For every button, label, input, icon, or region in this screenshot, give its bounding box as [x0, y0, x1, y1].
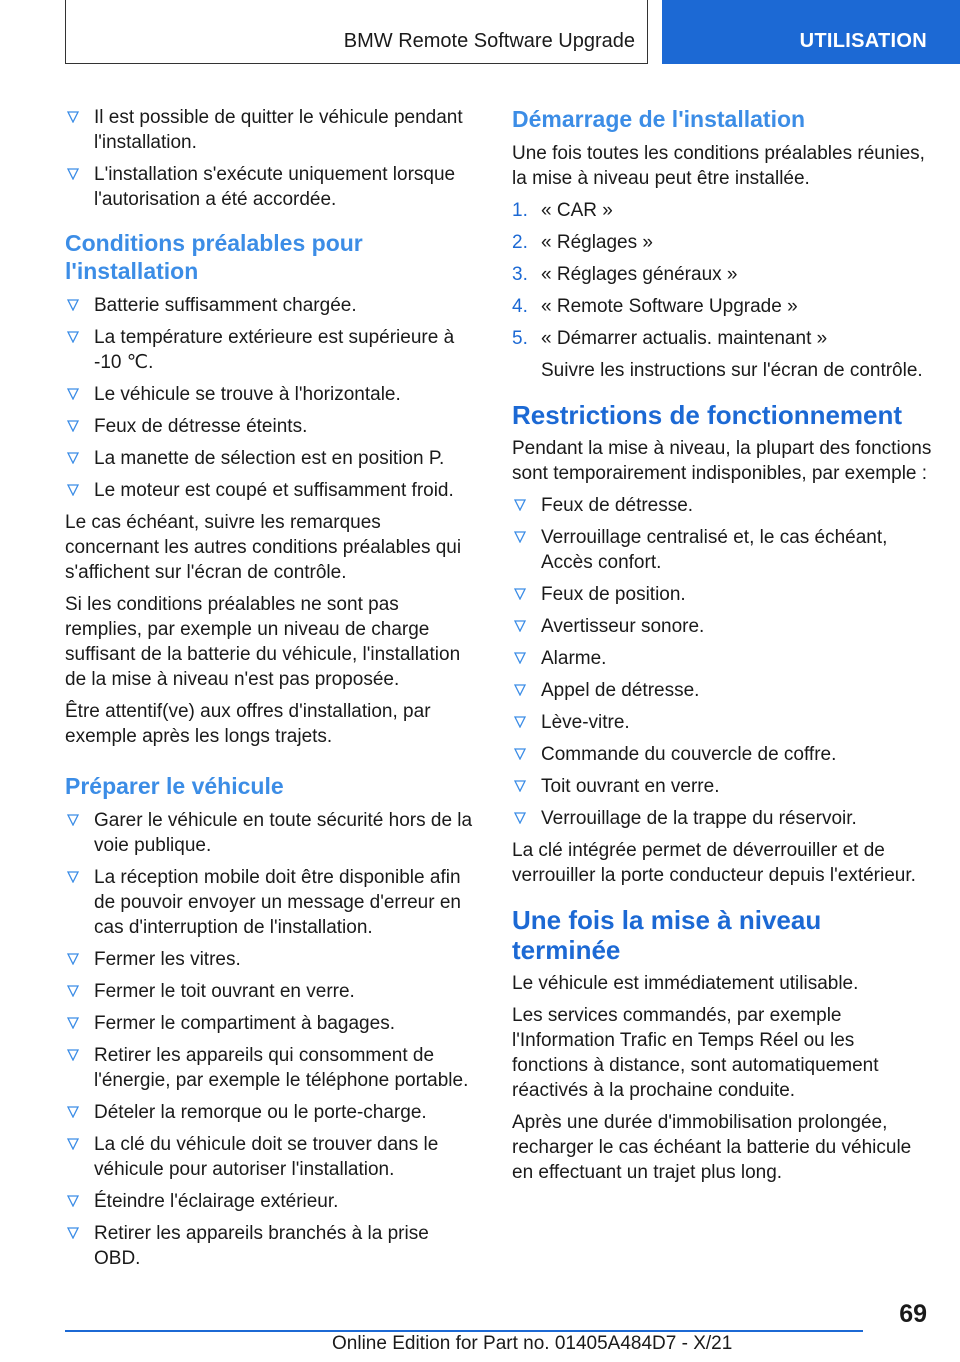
- step-number: 3.: [512, 264, 528, 285]
- triangle-bullet-icon: [514, 780, 526, 792]
- list-item: Alarme.: [512, 646, 932, 671]
- paragraph: Les services commandés, par exemple l'Information Trafic en Temps Réel ou les fonctions à distance, sont automatiquement réactivés à la prochaine conduite.: [512, 1005, 879, 1101]
- header-title-box: [65, 0, 648, 64]
- footer-divider: [65, 1330, 863, 1332]
- section-heading-prepare: Préparer le véhicule: [65, 773, 284, 799]
- triangle-bullet-icon: [514, 531, 526, 543]
- triangle-bullet-icon: [67, 871, 79, 883]
- section-tab-label: UTILISATION: [799, 30, 927, 52]
- list-item: La réception mobile doit être disponible afin de pouvoir envoyer un message d'erreur en cas d'interruption de l'installation.: [65, 865, 480, 940]
- section-heading-restrictions: Restrictions de fonctionnement: [512, 400, 903, 430]
- footer-edition: Online Edition for Part no. 01405A484D7 - X/21: [332, 1333, 733, 1354]
- list-item: Le véhicule se trouve à l'horizontale.: [65, 382, 480, 407]
- list-item: Verrouillage de la trappe du réservoir.: [512, 806, 932, 831]
- section-heading-conditions: Conditions préalables pour l'installation: [65, 230, 363, 284]
- triangle-bullet-icon: [67, 1227, 79, 1239]
- list-item: Batterie suffisamment chargée.: [65, 293, 480, 318]
- step-number: 1.: [512, 200, 528, 221]
- list-item: Feux de détresse éteints.: [65, 414, 480, 439]
- triangle-bullet-icon: [514, 716, 526, 728]
- triangle-bullet-icon: [67, 111, 79, 123]
- list-item: 4. « Remote Software Upgrade »: [512, 296, 798, 317]
- triangle-bullet-icon: [514, 499, 526, 511]
- triangle-bullet-icon: [514, 684, 526, 696]
- list-item: Verrouillage centralisé et, le cas échéant, Accès confort.: [512, 525, 932, 575]
- list-item: 3. « Réglages généraux »: [512, 264, 738, 285]
- triangle-bullet-icon: [67, 331, 79, 343]
- list-item: Toit ouvrant en verre.: [512, 774, 932, 799]
- list-item: Feux de détresse.: [512, 493, 932, 518]
- triangle-bullet-icon: [514, 748, 526, 760]
- triangle-bullet-icon: [67, 1049, 79, 1061]
- list-item: Retirer les appareils branchés à la prise OBD.: [65, 1221, 480, 1271]
- paragraph: Le véhicule est immédiatement utilisable.: [512, 973, 859, 994]
- list-item: Avertisseur sonore.: [512, 614, 932, 639]
- triangle-bullet-icon: [67, 814, 79, 826]
- page-number: 69: [899, 1300, 927, 1328]
- triangle-bullet-icon: [67, 985, 79, 997]
- step-number: 5.: [512, 328, 528, 349]
- triangle-bullet-icon: [67, 388, 79, 400]
- list-item: La température extérieure est supérieure à -10 ℃.: [65, 325, 480, 375]
- list-item: Il est possible de quitter le véhicule pendant l'installation.: [65, 105, 480, 155]
- triangle-bullet-icon: [67, 1195, 79, 1207]
- list-item: Garer le véhicule en toute sécurité hors de la voie publique.: [65, 808, 480, 858]
- step-number: 2.: [512, 232, 528, 253]
- list-item: L'installation s'exécute uniquement lorsque l'autorisation a été accordée.: [65, 162, 480, 212]
- list-item: Fermer les vitres.: [65, 947, 480, 972]
- triangle-bullet-icon: [67, 420, 79, 432]
- list-item: Fermer le compartiment à bagages.: [65, 1011, 480, 1036]
- triangle-bullet-icon: [67, 168, 79, 180]
- list-item: Le moteur est coupé et suffisamment froid.: [65, 478, 480, 503]
- triangle-bullet-icon: [67, 299, 79, 311]
- triangle-bullet-icon: [67, 452, 79, 464]
- triangle-bullet-icon: [67, 1138, 79, 1150]
- prepare-bullet-list: [65, 808, 480, 1271]
- section-heading-start: Démarrage de l'installation: [512, 106, 806, 132]
- triangle-bullet-icon: [67, 1017, 79, 1029]
- left-column: [65, 105, 480, 1278]
- triangle-bullet-icon: [514, 620, 526, 632]
- conditions-bullet-list: [65, 293, 480, 503]
- triangle-bullet-icon: [514, 652, 526, 664]
- list-item: La clé du véhicule doit se trouver dans le véhicule pour autoriser l'installation.: [65, 1132, 480, 1182]
- triangle-bullet-icon: [67, 953, 79, 965]
- list-item: Appel de détresse.: [512, 678, 932, 703]
- list-item: 5. « Démarrer actualis. maintenant »: [512, 328, 828, 349]
- list-item: Éteindre l'éclairage extérieur.: [65, 1189, 480, 1214]
- paragraph: Après une durée d'immobilisation prolongée, recharger le cas échéant la batterie du véhicule en effectuant un trajet plus long.: [512, 1112, 912, 1183]
- paragraph: Suivre les instructions sur l'écran de contrôle.: [541, 360, 923, 381]
- section-tab: [662, 0, 960, 64]
- triangle-bullet-icon: [67, 484, 79, 496]
- paragraph: Une fois toutes les conditions préalables réunies, la mise à niveau peut être installée.: [512, 143, 925, 189]
- list-item: Commande du couvercle de coffre.: [512, 742, 932, 767]
- step-number: 4.: [512, 296, 528, 317]
- list-item: Feux de position.: [512, 582, 932, 607]
- steps-list: [512, 198, 932, 351]
- list-item: Retirer les appareils qui consomment de l'énergie, par exemple le téléphone portable.: [65, 1043, 480, 1093]
- right-column: [512, 105, 932, 1192]
- list-item: 1. « CAR »: [512, 200, 613, 221]
- header-title: BMW Remote Software Upgrade: [343, 30, 635, 52]
- paragraph: Le cas échéant, suivre les remarques concernant les autres conditions préalables qui s'affichent sur l'écran de contrôle.: [65, 512, 462, 583]
- intro-bullet-list: [65, 105, 480, 212]
- list-item: Fermer le toit ouvrant en verre.: [65, 979, 480, 1004]
- triangle-bullet-icon: [514, 812, 526, 824]
- list-item: 2. « Réglages »: [512, 232, 653, 253]
- triangle-bullet-icon: [67, 1106, 79, 1118]
- restrictions-bullet-list: [512, 493, 932, 831]
- paragraph: Si les conditions préalables ne sont pas remplies, par exemple un niveau de charge suffisant de la batterie du véhicule, l'installation de la mise à niveau n'est pas proposée.: [65, 594, 461, 690]
- list-item: La manette de sélection est en position P.: [65, 446, 480, 471]
- triangle-bullet-icon: [514, 588, 526, 600]
- paragraph: Être attentif(ve) aux offres d'installation, par exemple après les longs trajets.: [65, 701, 431, 747]
- section-heading-after: Une fois la mise à niveau terminée: [512, 905, 822, 965]
- paragraph: Pendant la mise à niveau, la plupart des fonctions sont temporairement indisponibles, par exemple :: [512, 438, 932, 484]
- paragraph: La clé intégrée permet de déverrouiller et de verrouiller la porte conducteur depuis l'extérieur.: [512, 840, 916, 886]
- list-item: Lève-vitre.: [512, 710, 932, 735]
- list-item: Dételer la remorque ou le porte-charge.: [65, 1100, 480, 1125]
